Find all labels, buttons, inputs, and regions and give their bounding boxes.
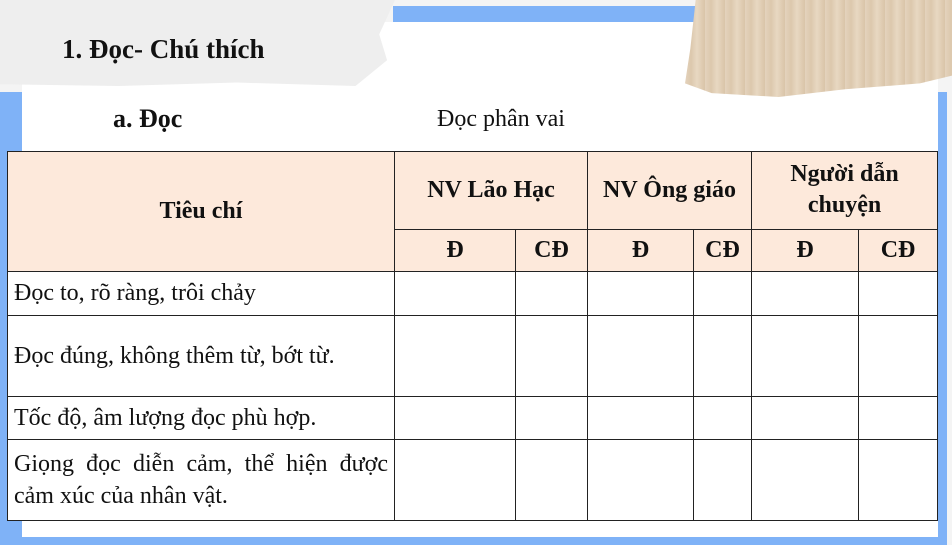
score-cell[interactable] <box>694 315 752 396</box>
table-row <box>8 315 938 396</box>
score-cell[interactable] <box>516 272 588 315</box>
criteria-cell: Đọc to, rõ ràng, trôi chảy <box>8 272 395 315</box>
subcol-d: Đ <box>395 229 516 271</box>
score-cell[interactable] <box>752 272 859 315</box>
score-cell[interactable] <box>859 272 938 315</box>
criteria-cell: Đọc đúng, không thêm từ, bớt từ. <box>8 315 395 396</box>
score-cell[interactable] <box>588 396 694 439</box>
score-cell[interactable] <box>395 315 516 396</box>
subcol-d: Đ <box>752 229 859 271</box>
group-header-lao-hac: NV Lão Hạc <box>395 152 588 230</box>
section-heading: a. Đọc <box>113 104 183 133</box>
score-cell[interactable] <box>752 396 859 439</box>
reading-note: Đọc phân vai <box>437 106 565 132</box>
score-cell[interactable] <box>588 272 694 315</box>
score-cell[interactable] <box>859 440 938 521</box>
score-cell[interactable] <box>752 315 859 396</box>
score-cell[interactable] <box>395 396 516 439</box>
score-cell[interactable] <box>516 396 588 439</box>
score-cell[interactable] <box>694 272 752 315</box>
criteria-cell: Giọng đọc diễn cảm, thể hiện được cảm xúc của nhân vật. <box>8 440 395 521</box>
criteria-cell: Tốc độ, âm lượng đọc phù hợp. <box>8 396 395 439</box>
score-cell[interactable] <box>694 396 752 439</box>
score-cell[interactable] <box>694 440 752 521</box>
criteria-header: Tiêu chí <box>8 152 395 272</box>
table-row <box>8 396 938 439</box>
group-header-nguoi-dan-chuyen: Người dẫn chuyện <box>752 152 938 230</box>
group-header-ong-giao: NV Ông giáo <box>588 152 752 230</box>
table-row <box>8 272 938 315</box>
subcol-cd: CĐ <box>859 229 938 271</box>
slide-heading: 1. Đọc- Chú thích <box>62 34 265 64</box>
score-cell[interactable] <box>516 315 588 396</box>
table-row <box>8 440 938 521</box>
subcol-cd: CĐ <box>694 229 752 271</box>
subcol-d: Đ <box>588 229 694 271</box>
table-header-row <box>8 152 938 230</box>
score-cell[interactable] <box>752 440 859 521</box>
score-cell[interactable] <box>395 272 516 315</box>
score-cell[interactable] <box>588 315 694 396</box>
subcol-cd: CĐ <box>516 229 588 271</box>
evaluation-table <box>7 151 938 521</box>
score-cell[interactable] <box>859 396 938 439</box>
score-cell[interactable] <box>859 315 938 396</box>
score-cell[interactable] <box>588 440 694 521</box>
score-cell[interactable] <box>516 440 588 521</box>
score-cell[interactable] <box>395 440 516 521</box>
decor-torn-paper <box>685 0 952 97</box>
